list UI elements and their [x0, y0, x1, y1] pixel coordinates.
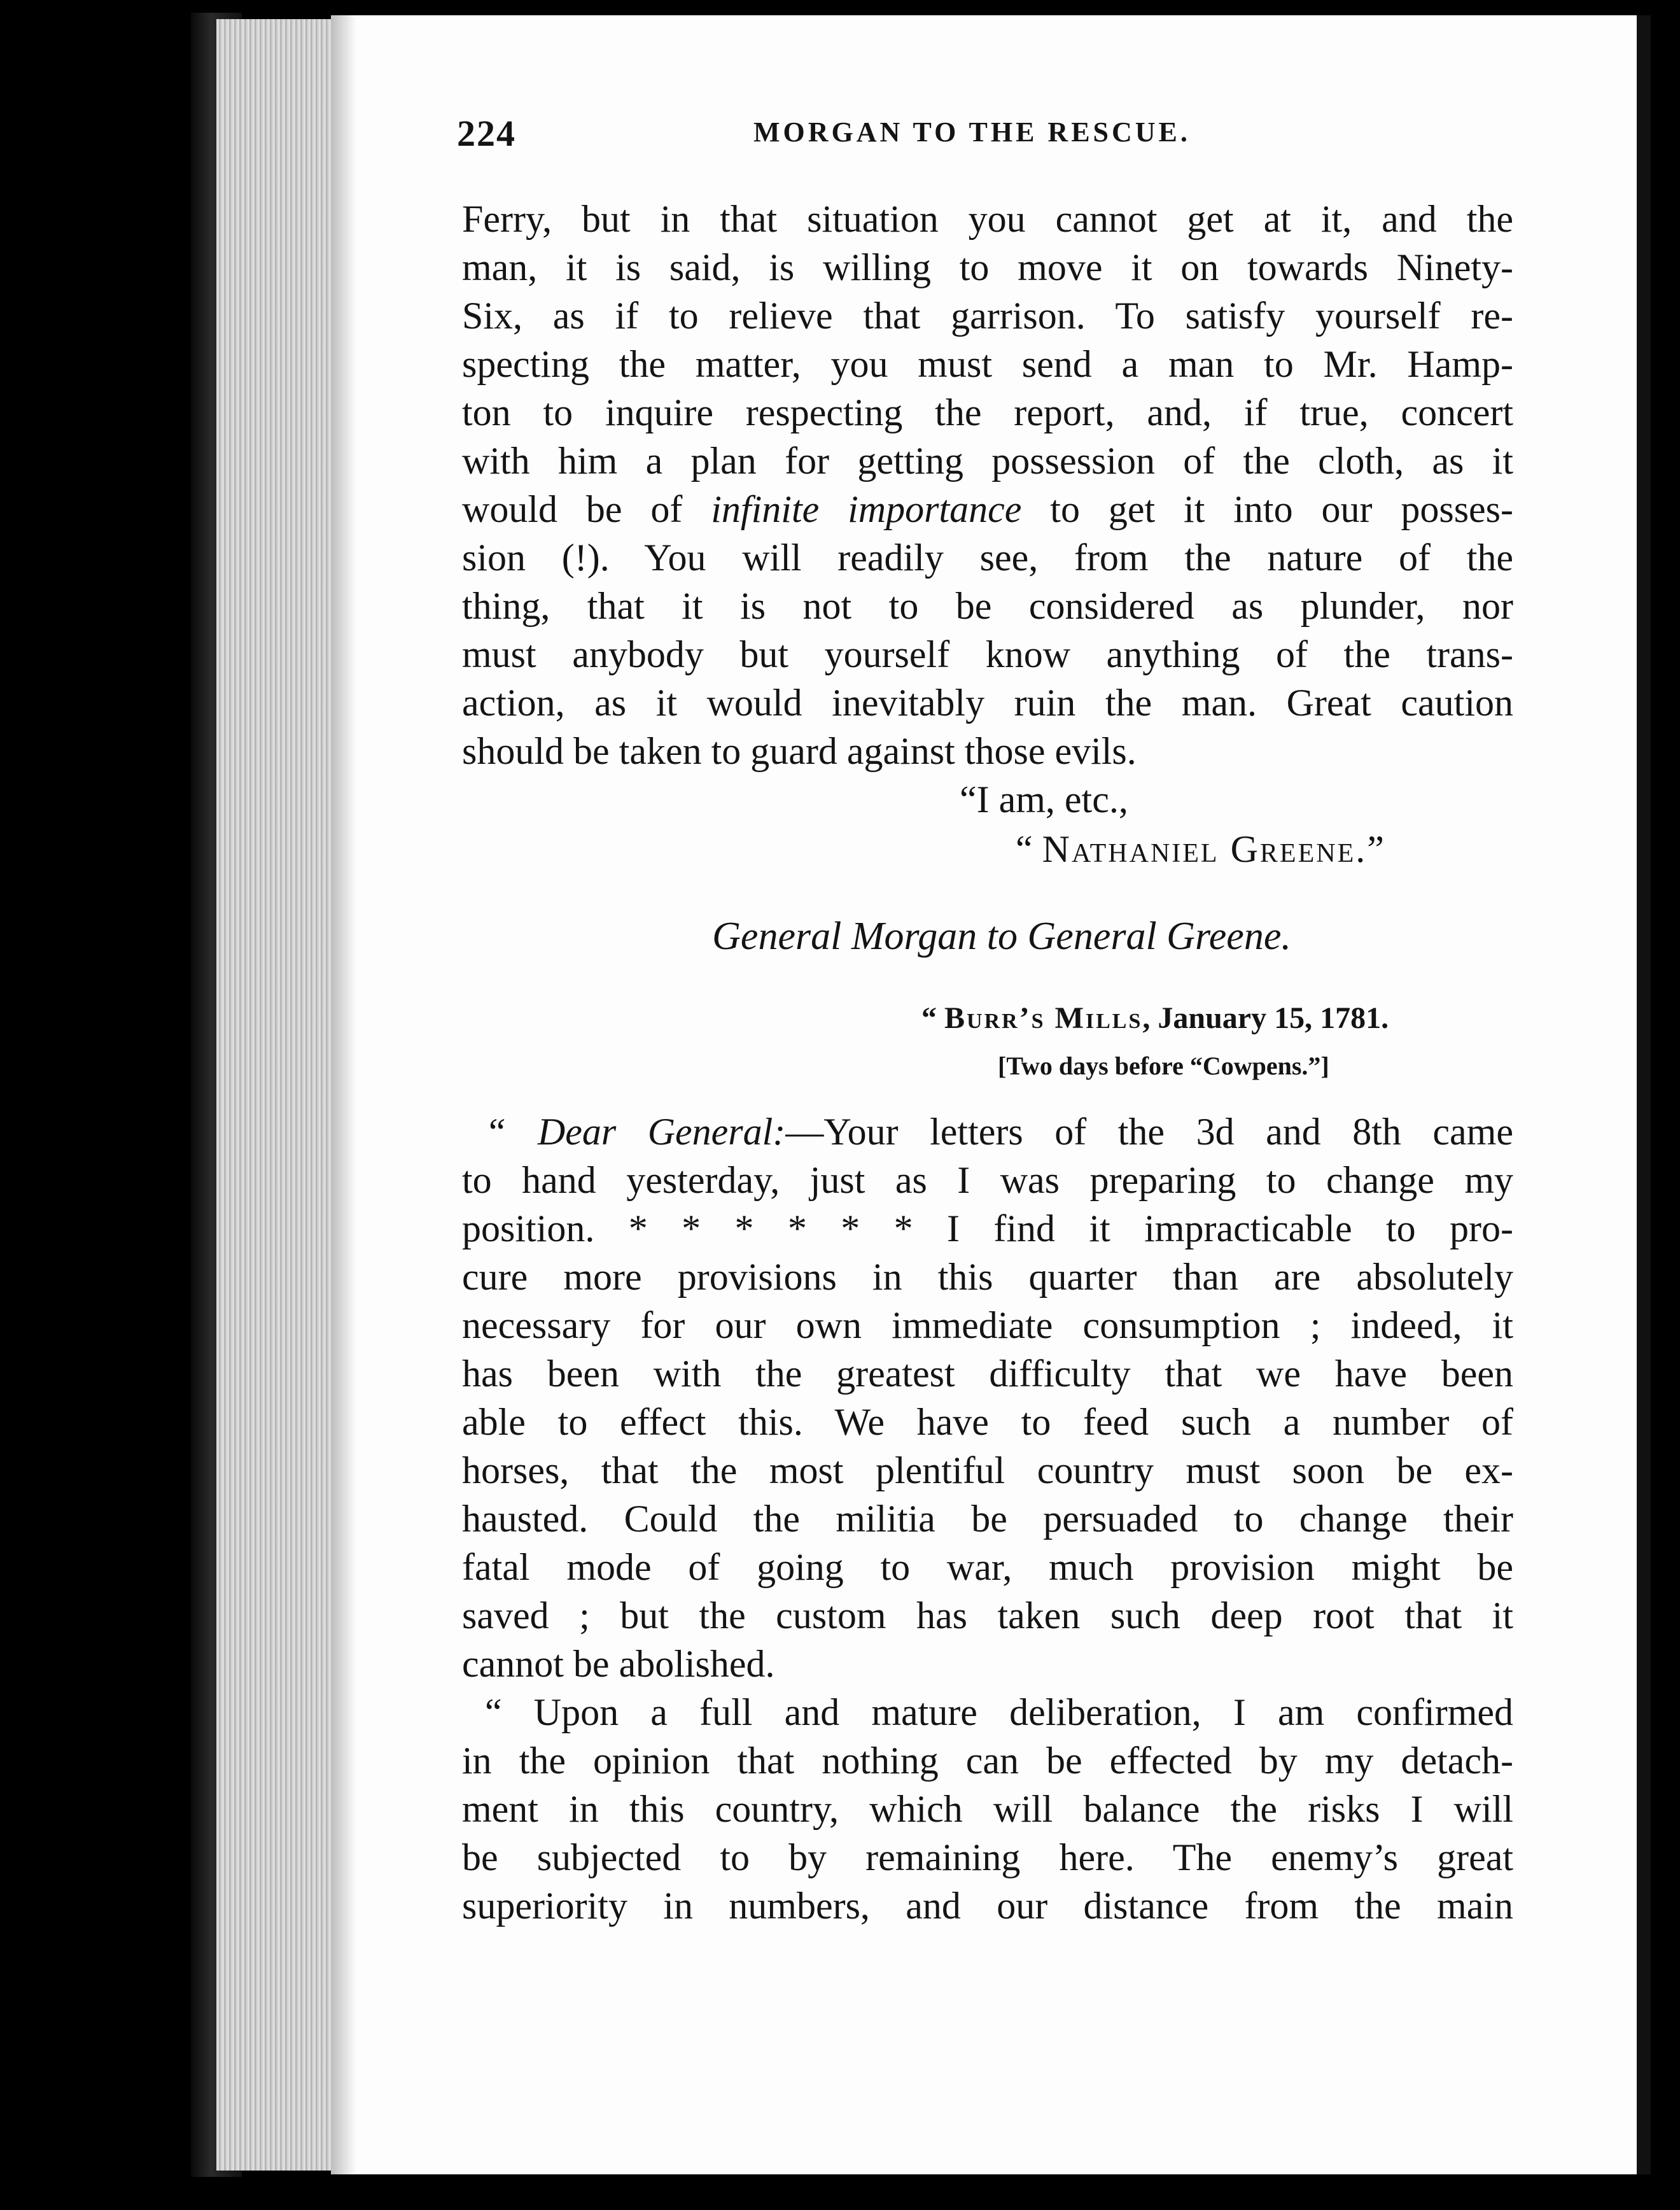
section-heading: General Morgan to General Greene. — [712, 915, 1291, 958]
text-line: specting the matter, you must send a man to Mr. Hamp- — [462, 343, 1513, 385]
text-fragment: —Your letters of the 3d and 8th came — [785, 1111, 1513, 1153]
letter-closing: “I am, etc., — [960, 778, 1128, 820]
right-page-border — [1637, 15, 1651, 2174]
text-line: Six, as if to relieve that garrison. To satisfy yourself re- — [462, 295, 1513, 337]
text-fragment: to get it into our posses- — [1021, 488, 1514, 530]
text-line: cure more provisions in this quarter than are absolutely — [462, 1256, 1513, 1298]
text-line: action, as it would inevitably ruin the man. Great caution — [462, 682, 1513, 724]
letter-signature — [1016, 825, 1384, 873]
text-line: be subjected to by remaining here. The enemy’s great — [462, 1836, 1513, 1878]
text-line: able to effect this. We have to feed such a number of — [462, 1401, 1513, 1443]
text-line: must anybody but yourself know anything of the trans- — [462, 633, 1513, 675]
text-line: fatal mode of going to war, much provision might be — [462, 1546, 1513, 1588]
text-line: saved ; but the custom has taken such deep root that it — [462, 1594, 1513, 1636]
running-head — [331, 112, 1637, 163]
text-line: with him a plan for getting possession of the cloth, as it — [462, 440, 1513, 482]
page-number: 224 — [457, 113, 516, 154]
text-line: hausted. Could the militia be persuaded to change their — [462, 1498, 1513, 1540]
signature-open-quote: “ — [1016, 828, 1033, 870]
signature-name: Nathaniel Greene. — [1042, 828, 1368, 870]
text-line: thing, that it is not to be considered as plunder, nor — [462, 585, 1513, 627]
dateline-date: , January 15, 1781. — [1142, 1001, 1389, 1035]
letter-greene-text — [462, 195, 1513, 775]
letter-morgan-text — [462, 1108, 1513, 1930]
text-line: has been with the greatest difficulty that we have been — [462, 1353, 1513, 1395]
text-line: to hand yesterday, just as I was preparing to change my — [462, 1159, 1513, 1201]
text-line: superiority in numbers, and our distance from the main — [462, 1885, 1513, 1927]
text-line: should be taken to guard against those evils. — [462, 730, 1137, 772]
letter-dateline — [921, 1001, 1389, 1036]
salutation-line — [462, 1108, 1513, 1156]
salutation: “ Dear General: — [485, 1111, 786, 1153]
text-line: horses, that the most plentiful country must soon be ex- — [462, 1449, 1513, 1491]
text-line: cannot be abolished. — [462, 1643, 775, 1685]
dateline-place: Burr’s Mills — [944, 1001, 1143, 1035]
signature-close-quote: ” — [1367, 828, 1384, 870]
dateline-quote: “ — [921, 1001, 944, 1035]
text-line: necessary for our own immediate consumption ; indeed, it — [462, 1304, 1513, 1346]
text-line: ton to inquire respecting the report, and, if true, concert — [462, 391, 1513, 433]
text-line: position. * * * * * * I find it impracticable to pro- — [462, 1207, 1513, 1249]
emphasized-phrase: infinite importance — [711, 488, 1022, 530]
text-line-emphasis — [462, 485, 1513, 533]
text-fragment: would be of — [462, 488, 711, 530]
page-edges — [216, 19, 337, 2171]
editorial-note: [Two days before “Cowpens.”] — [998, 1052, 1329, 1080]
text-line: “ Upon a full and mature deliberation, I am confirmed — [485, 1691, 1513, 1733]
gutter-shadow — [331, 15, 356, 2174]
book-page — [331, 15, 1637, 2174]
text-line: Ferry, but in that situation you cannot get at it, and the — [462, 198, 1513, 240]
text-line: in the opinion that nothing can be effected by my detach- — [462, 1740, 1513, 1782]
running-title: MORGAN TO THE RESCUE. — [753, 116, 1191, 148]
text-line: man, it is said, is willing to move it on towards Ninety- — [462, 246, 1513, 288]
text-line: sion (!). You will readily see, from the nature of the — [462, 537, 1513, 579]
text-line: ment in this country, which will balance the risks I will — [462, 1788, 1513, 1830]
